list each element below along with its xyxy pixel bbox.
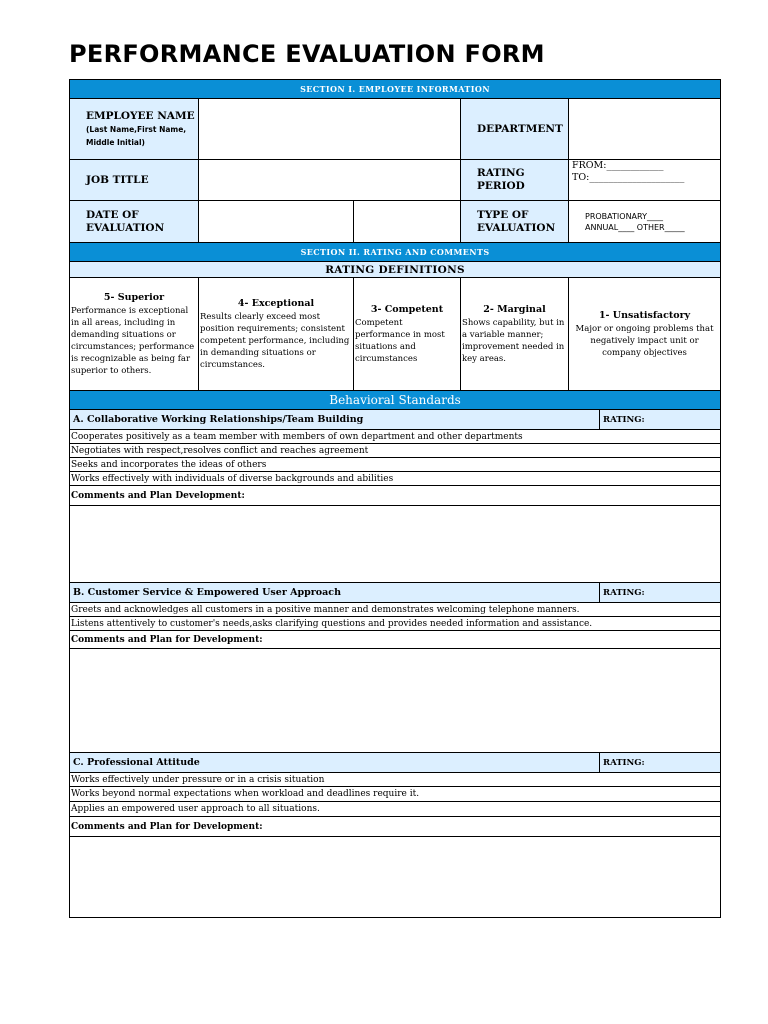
section-b-comments-label: Comments and Plan for Development: [70,631,721,649]
list-item: Greets and acknowledges all customers in a positive manner and demonstrates welcoming telephone manners. [70,603,721,617]
to-line: TO:____________________ [572,172,685,183]
employee-name-label-text: EMPLOYEE NAME [86,109,195,122]
definition-text: Major or ongoing problems that negatively impact unit or company objectives [575,323,714,358]
definition-title: 4- Exceptional [237,297,315,309]
section-b-comments-area[interactable] [70,649,721,753]
employee-name-hint: (Last Name,First Name, Middle Initial) [86,124,187,147]
from-line: FROM:____________ [572,160,664,171]
list-item: Negotiates with respect,resolves conflict and reaches agreement [70,444,721,458]
job-title-label: JOB TITLE [70,160,199,201]
section-a-comments-area[interactable] [70,506,721,583]
rating-period-label: RATING PERIOD [461,160,569,201]
list-item: Applies an empowered user approach to all situations. [70,802,721,817]
definition-superior [70,278,199,391]
section-2-header: SECTION II. RATING AND COMMENTS [70,243,721,262]
section-a-title: A. Collaborative Working Relationships/Team Building [70,410,600,430]
definition-title: 1- Unsatisfactory [598,309,691,321]
date-field-2[interactable] [354,201,461,243]
behavioral-standards-header: Behavioral Standards [70,391,721,410]
section-c-comments-area[interactable] [70,837,721,918]
list-item: Works effectively with individuals of diverse backgrounds and abilities [70,472,721,486]
section-a-rating[interactable]: RATING: [600,410,721,430]
list-item: Cooperates positively as a team member with members of own department and other departments [70,430,721,444]
list-item: Seeks and incorporates the ideas of others [70,458,721,472]
employee-name-field[interactable] [199,99,461,160]
definition-exceptional [199,278,354,391]
type-probationary: PROBATIONARY____ [585,211,663,221]
evaluation-form [69,79,721,918]
definition-text: Shows capability, but in a variable manner; improvement needed in key areas. [462,317,565,364]
employee-name-label [70,99,199,160]
definition-text: Competent performance in most situations and circumstances [355,317,445,364]
list-item: Works effectively under pressure or in a crisis situation [70,773,721,787]
section-b-rating[interactable]: RATING: [600,583,721,603]
type-annual-other: ANNUAL____ OTHER_____ [585,222,685,232]
section-b-title: B. Customer Service & Empowered User Approach [70,583,600,603]
definition-title: 2- Marginal [483,303,546,315]
definition-text: Performance is exceptional in all areas, including in demanding situations or circumstances; performance is recognizable as being far superior to others. [71,305,195,376]
rating-definitions-header: RATING DEFINITIONS [70,262,721,278]
date-field-1[interactable] [199,201,354,243]
list-item: Works beyond normal expectations when workload and deadlines require it. [70,787,721,802]
section-c-comments-label: Comments and Plan for Development: [70,817,721,837]
page-title: PERFORMANCE EVALUATION FORM [69,40,545,68]
definition-text: Results clearly exceed most position requirements; consistent competent performance, including in demanding situations or circumstances. [200,311,350,370]
list-item: Listens attentively to customer's needs,asks clarifying questions and provides needed information and assistance. [70,617,721,631]
date-of-evaluation-label: DATE OF EVALUATION [70,201,199,243]
definition-unsatisfactory [569,278,721,391]
definition-title: 3- Competent [370,303,444,315]
section-1-header: SECTION I. EMPLOYEE INFORMATION [70,80,721,99]
definition-title: 5- Superior [103,291,165,303]
department-label: DEPARTMENT [461,99,569,160]
job-title-field[interactable] [199,160,461,201]
section-c-title: C. Professional Attitude [70,753,600,773]
type-of-evaluation-field[interactable] [569,201,721,243]
type-of-evaluation-label: TYPE OF EVALUATION [461,201,569,243]
section-c-rating[interactable]: RATING: [600,753,721,773]
section-a-comments-label: Comments and Plan Development: [70,486,721,506]
definition-marginal [461,278,569,391]
definition-competent [354,278,461,391]
department-field[interactable] [569,99,721,160]
rating-period-field[interactable] [569,160,721,201]
